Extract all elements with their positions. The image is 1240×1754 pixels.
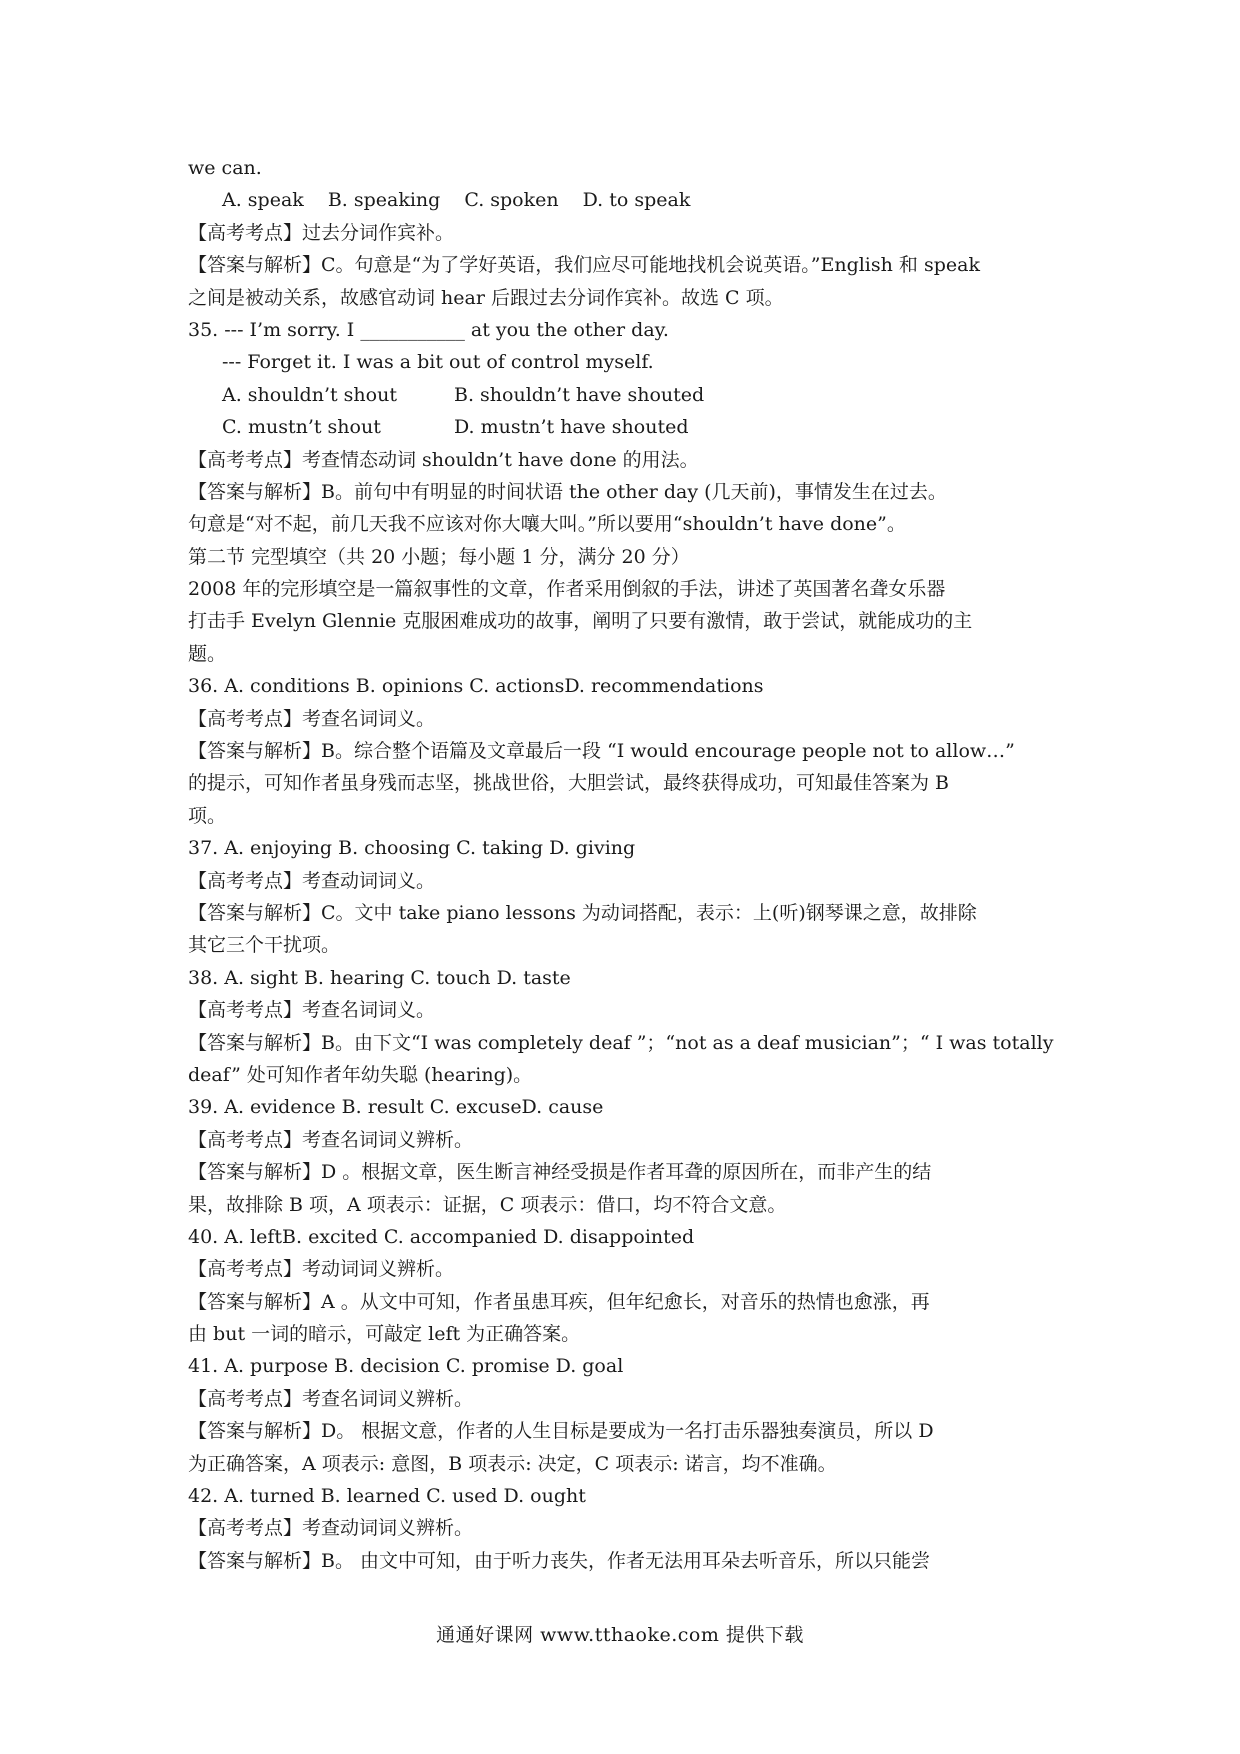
text-line: 题。 [188, 642, 227, 665]
text-line: 【答案与解析】A 。从文中可知，作者虽患耳疾，但年纪愈长，对音乐的热情也愈涨，再 [188, 1290, 930, 1313]
text-line: we can. [188, 157, 262, 179]
answer-option: D. to speak [582, 189, 691, 212]
answer-option: C. spoken [464, 189, 559, 212]
text-line: 【答案与解析】D 。根据文章，医生断言神经受损是作者耳聋的原因所在，而非产生的结 [188, 1161, 932, 1184]
text-line: 打击手 Evelyn Glennie 克服困难成功的故事，阐明了只要有激情，敢于尝试，就能成功的主 [188, 610, 973, 633]
text-line: 【高考考点】考查名词词义辨析。 [188, 1387, 474, 1410]
text-line: 由 but 一词的暗示，可敲定 left 为正确答案。 [188, 1323, 581, 1346]
text-line: 35. --- I’m sorry. I ___________ at you the other day. [188, 318, 669, 341]
text-line: 第二节 完型填空（共 20 小题；每小题 1 分，满分 20 分） [188, 545, 690, 568]
text-line: 42. A. turned B. learned C. used D. ought [188, 1485, 586, 1508]
text-line: 【答案与解析】C。句意是“为了学好英语，我们应尽可能地找机会说英语。”English 和 speak [188, 254, 980, 277]
answer-options-line [188, 379, 1058, 411]
text-line: 39. A. evidence B. result C. excuseD. cause [188, 1096, 604, 1119]
answer-option: A. shouldn’t shout [222, 383, 397, 406]
answer-option: B. speaking [327, 189, 441, 212]
text-line: 【高考考点】考动词词义辨析。 [188, 1258, 455, 1281]
text-line: 【答案与解析】B。 由文中可知，由于听力丧失，作者无法用耳朵去听音乐，所以只能尝 [188, 1549, 931, 1572]
text-line: 【高考考点】考查动词词义。 [188, 869, 436, 892]
text-line: 【答案与解析】B。前句中有明显的时间状语 the other day (几天前)，事情发生在过去。 [188, 480, 947, 503]
answer-option: C. mustn’t shout [222, 416, 381, 439]
text-line: 【答案与解析】B。由下文“I was completely deaf ”；“not as a deaf musician”；“ I was totally [188, 1031, 1054, 1054]
answer-option: D. mustn’t have shouted [454, 416, 689, 439]
text-line: 37. A. enjoying B. choosing C. taking D. giving [188, 837, 636, 860]
answer-option: A. speak [222, 189, 304, 212]
text-line: 【高考考点】考查情态动词 shouldn’t have done 的用法。 [188, 448, 699, 471]
text-line: deaf” 处可知作者年幼失聪 (hearing)。 [188, 1063, 533, 1086]
text-line: 句意是“对不起，前几天我不应该对你大嚷大叫。”所以要用“shouldn’t have done”。 [188, 513, 906, 536]
text-line: 【答案与解析】B。综合整个语篇及文章最后一段 “I would encourage people not to allow…” [188, 740, 1015, 763]
text-line: 其它三个干扰项。 [188, 934, 341, 957]
page-footer: 通通好课网 www.tthaoke.com 提供下载 [436, 1624, 804, 1646]
text-line: 的提示，可知作者虽身残而志坚，挑战世俗，大胆尝试，最终获得成功，可知最佳答案为 B [188, 772, 950, 795]
text-line: 36. A. conditions B. opinions C. actionsD. recommendations [188, 675, 764, 698]
text-line: 38. A. sight B. hearing C. touch D. taste [188, 966, 571, 989]
text-line: 【高考考点】考查名词词义。 [188, 707, 436, 730]
answer-options-line [188, 184, 1058, 216]
text-line: 【高考考点】考查名词词义辨析。 [188, 1128, 474, 1151]
answer-option: B. shouldn’t have shouted [454, 383, 705, 406]
document-body [188, 152, 1058, 1577]
text-line: 为正确答案，A 项表示: 意图，B 项表示: 决定，C 项表示: 诺言，均不准确。 [188, 1452, 837, 1475]
text-line: 40. A. leftB. excited C. accompanied D. disappointed [188, 1225, 695, 1248]
text-line: --- Forget it. I was a bit out of control myself. [222, 351, 654, 374]
answer-options-line [188, 411, 1058, 443]
text-line: 果，故排除 B 项，A 项表示：证据，C 项表示：借口，均不符合文意。 [188, 1193, 787, 1216]
text-line: 【答案与解析】D。 根据文意，作者的人生目标是要成为一名打击乐器独奏演员，所以 D [188, 1420, 934, 1443]
text-line: 【高考考点】过去分词作宾补。 [188, 221, 455, 244]
text-line: 项。 [188, 804, 227, 827]
text-line: 之间是被动关系，故感官动词 hear 后跟过去分词作宾补。故选 C 项。 [188, 286, 784, 309]
text-line: 【高考考点】考查名词词义。 [188, 999, 436, 1022]
text-line: 【高考考点】考查动词词义辨析。 [188, 1517, 474, 1540]
text-line: 2008 年的完形填空是一篇叙事性的文章，作者采用倒叙的手法，讲述了英国著名聋女乐器 [188, 578, 946, 601]
text-line: 41. A. purpose B. decision C. promise D. goal [188, 1355, 624, 1378]
text-line: 【答案与解析】C。文中 take piano lessons 为动词搭配，表示：上(听)钢琴课之意，故排除 [188, 901, 977, 924]
